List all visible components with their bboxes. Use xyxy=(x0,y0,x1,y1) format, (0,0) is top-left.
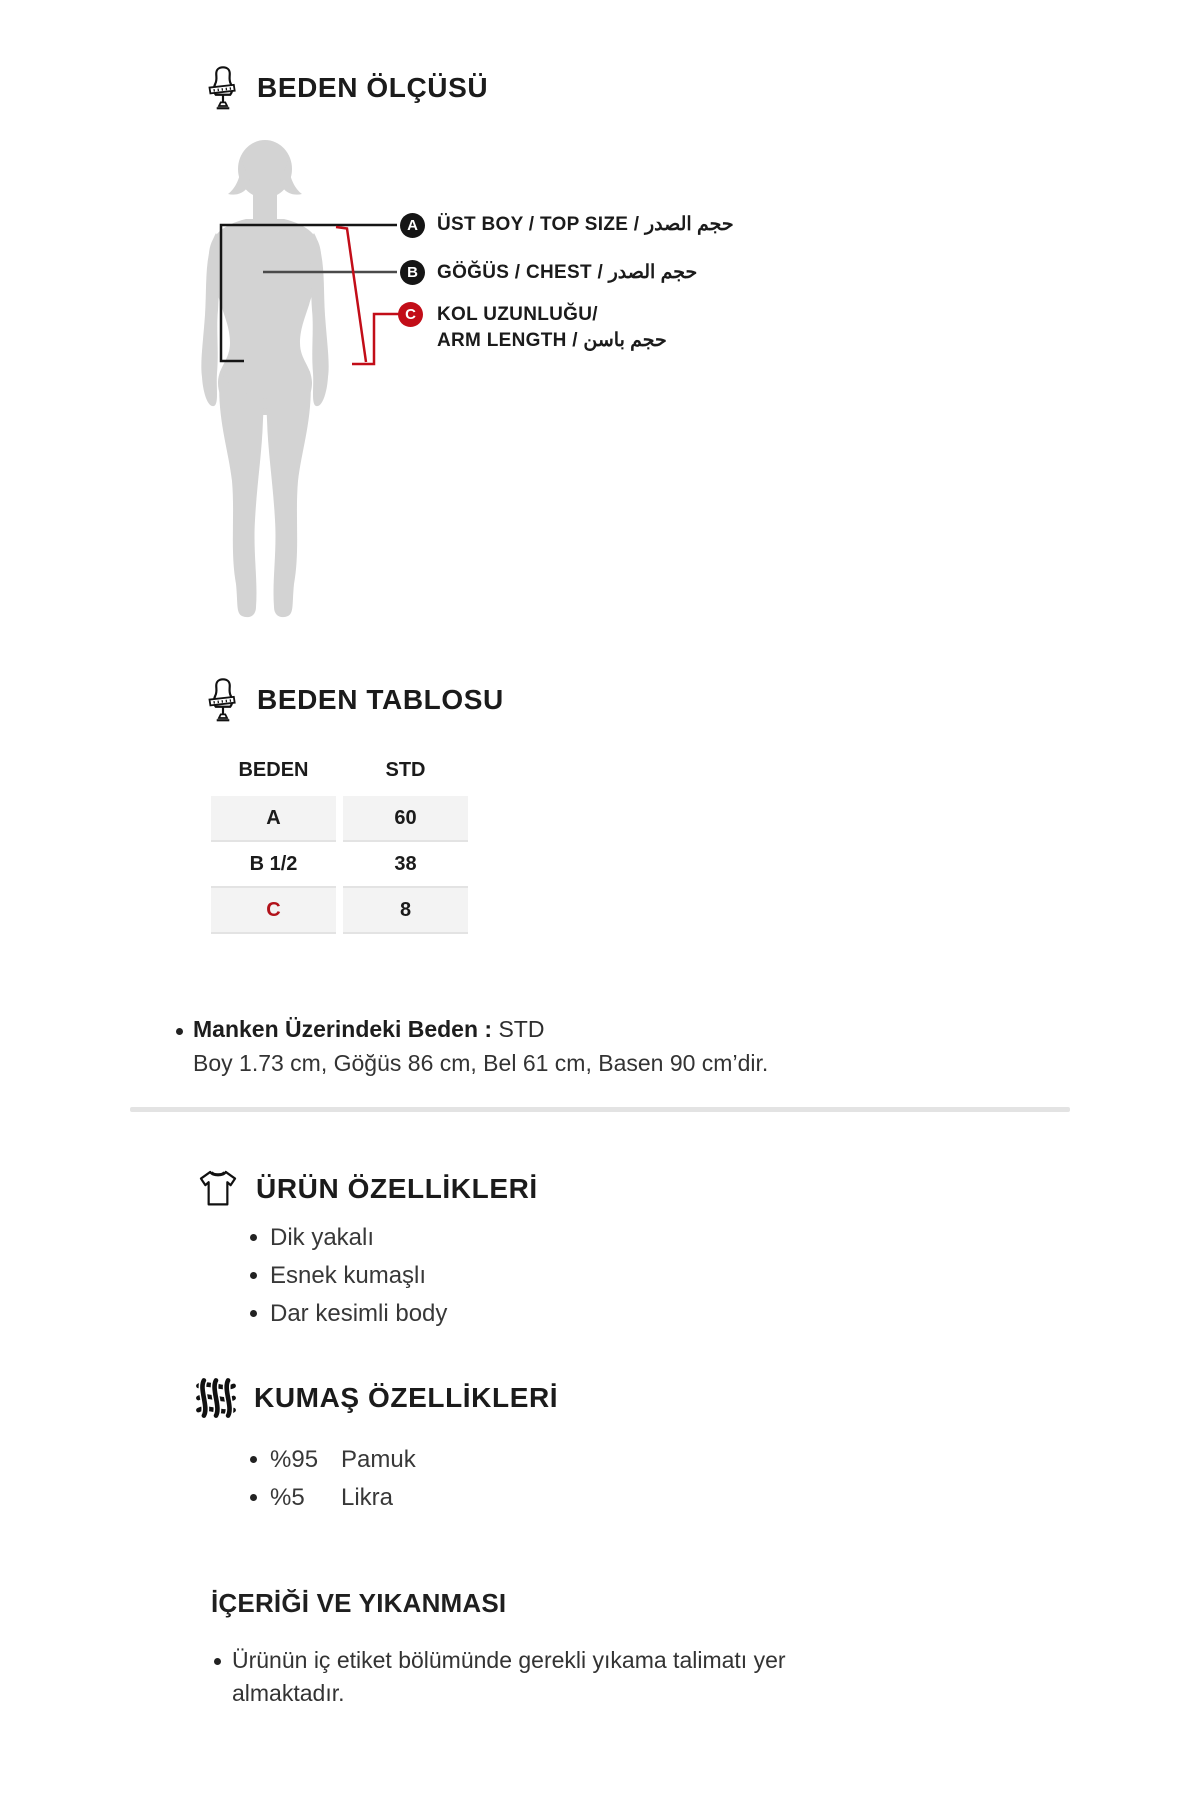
bullet-icon xyxy=(250,1456,257,1463)
marker-a-letter: A xyxy=(407,217,418,234)
feature-text: Dik yakalı xyxy=(270,1224,375,1251)
bullet-icon xyxy=(250,1234,257,1241)
care-heading: İÇERİĞİ VE YIKANMASI xyxy=(211,1588,507,1618)
model-size-value: STD xyxy=(498,1016,545,1042)
fabric-features-title: KUMAŞ ÖZELLİKLERİ xyxy=(254,1382,559,1413)
fabric-features-list xyxy=(250,1444,416,1513)
model-size-note xyxy=(176,1016,768,1077)
bullet-icon xyxy=(214,1658,221,1665)
feature-text: Esnek kumaşlı xyxy=(270,1262,427,1289)
care-text: Ürünün iç etiket bölümünde gerekli yıkama talimatı yer almaktadır. xyxy=(232,1647,786,1706)
column-header-std: STD xyxy=(385,759,426,781)
row-b-value: 38 xyxy=(343,842,468,888)
column-header-beden: BEDEN xyxy=(238,759,309,781)
marker-a xyxy=(400,213,425,238)
size-table-title: BEDEN TABLOSU xyxy=(257,684,504,715)
size-table-header xyxy=(211,752,469,796)
size-guide-heading xyxy=(205,64,488,112)
fabric-name: Pamuk xyxy=(341,1446,416,1473)
mannequin-icon xyxy=(205,676,241,724)
product-features-heading xyxy=(196,1168,538,1210)
row-c-value: 8 xyxy=(343,888,468,934)
feature-text: Dar kesimli body xyxy=(270,1300,448,1327)
tshirt-icon xyxy=(196,1168,240,1210)
figure-silhouette xyxy=(201,140,328,617)
fabric-weave-icon xyxy=(194,1376,238,1420)
figure-silhouette-svg xyxy=(150,115,700,625)
measure-line-c xyxy=(336,227,400,364)
bullet-icon xyxy=(250,1494,257,1501)
row-a-key: A xyxy=(211,796,336,842)
bullet-icon xyxy=(250,1310,257,1317)
label-arm-length-line2: ARM LENGTH / حجم باسن xyxy=(437,330,667,351)
size-diagram xyxy=(150,115,700,625)
list-item xyxy=(250,1298,447,1329)
label-arm-length xyxy=(437,302,667,354)
marker-c-letter: C xyxy=(405,306,416,323)
list-item xyxy=(250,1260,447,1291)
section-divider xyxy=(130,1107,1070,1112)
model-size-details: Boy 1.73 cm, Göğüs 86 cm, Bel 61 cm, Basen 90 cm’dir. xyxy=(193,1050,769,1076)
product-features-title: ÜRÜN ÖZELLİKLERİ xyxy=(256,1173,538,1204)
mannequin-icon xyxy=(205,64,241,112)
list-item xyxy=(250,1482,416,1513)
bullet-icon xyxy=(176,1028,183,1035)
fabric-percent: %5 xyxy=(270,1484,305,1511)
size-table-body xyxy=(211,796,469,934)
row-b-key: B 1/2 xyxy=(211,842,336,888)
size-table-heading xyxy=(205,676,504,724)
model-size-label: Manken Üzerindeki Beden : xyxy=(193,1016,493,1042)
marker-b xyxy=(400,260,425,285)
list-item xyxy=(250,1222,447,1253)
bullet-icon xyxy=(250,1272,257,1279)
care-note xyxy=(214,1644,814,1710)
table-row xyxy=(211,888,469,934)
marker-c xyxy=(398,302,423,327)
size-table xyxy=(211,752,469,934)
table-row xyxy=(211,842,469,888)
fabric-percent: %95 xyxy=(270,1446,319,1473)
marker-b-letter: B xyxy=(407,264,418,281)
label-chest: GÖĞÜS / CHEST / حجم الصدر xyxy=(437,262,698,283)
product-features-list xyxy=(250,1222,447,1329)
size-guide-title: BEDEN ÖLÇÜSÜ xyxy=(257,72,489,103)
list-item xyxy=(250,1444,416,1475)
fabric-name: Likra xyxy=(341,1484,394,1511)
label-top-size: ÜST BOY / TOP SIZE / حجم الصدر xyxy=(437,214,734,235)
label-arm-length-line1: KOL UZUNLUĞU/ xyxy=(437,304,598,325)
table-row xyxy=(211,796,469,842)
fabric-features-heading xyxy=(194,1376,558,1420)
row-a-value: 60 xyxy=(343,796,468,842)
row-c-key: C xyxy=(211,888,336,934)
